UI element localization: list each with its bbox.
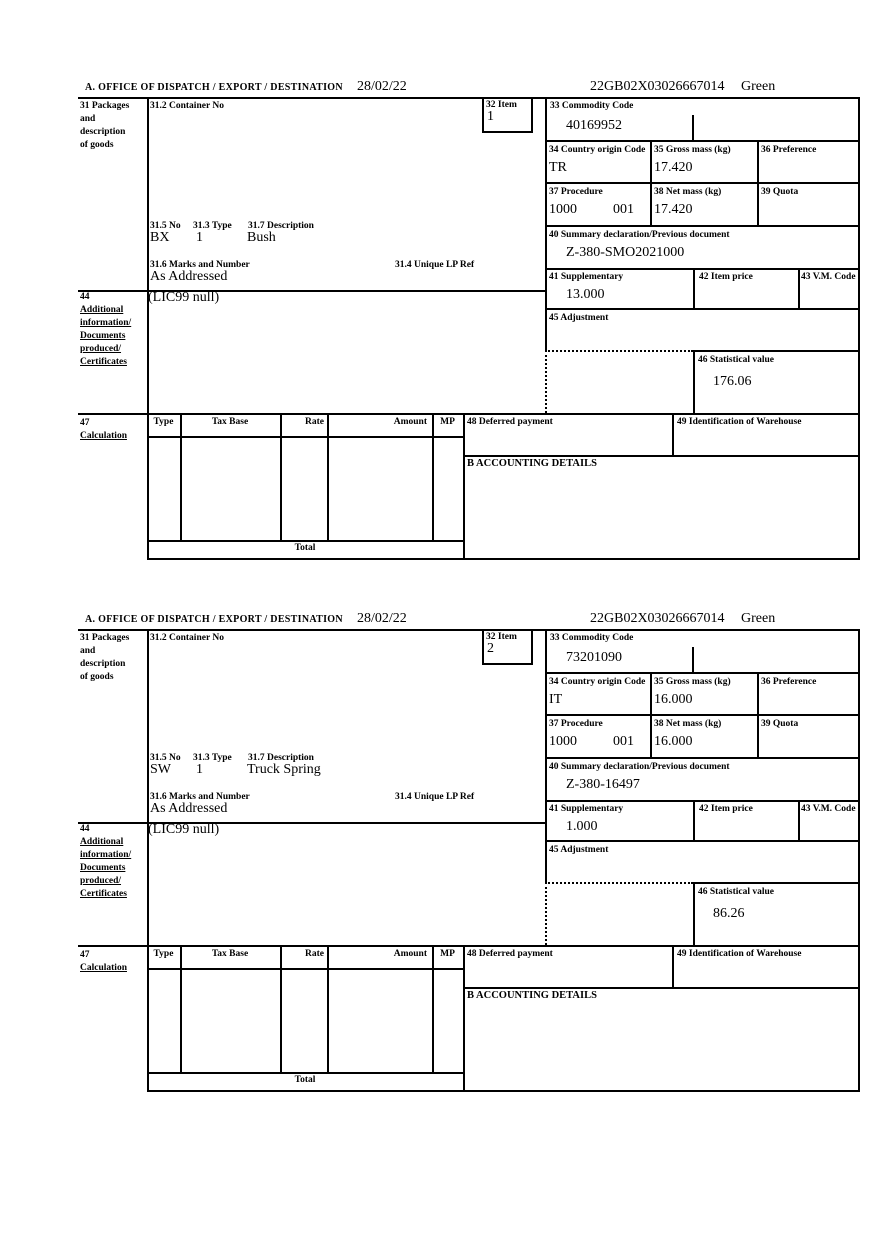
net-mass-label: 38 Net mass (kg) <box>654 187 722 197</box>
commodity-code-divider <box>692 115 694 140</box>
grid-line <box>858 629 860 1092</box>
package-no-label: 31.5 No <box>150 221 181 231</box>
office-of-dispatch-header: A. OFFICE OF DISPATCH / EXPORT / DESTINATION <box>85 614 343 625</box>
dotted-divider <box>545 350 693 352</box>
box31-label: of goods <box>80 672 114 682</box>
grid-line <box>147 968 465 970</box>
item-box-border <box>531 629 533 665</box>
box47-number: 47 <box>80 950 90 960</box>
marks-value: As Addressed <box>150 269 228 284</box>
origin-code-label: 34 Country origin Code <box>549 677 646 687</box>
grid-line <box>463 455 860 457</box>
adjustment-label: 45 Adjustment <box>549 845 609 855</box>
grid-line <box>147 97 149 560</box>
warehouse-label: 49 Identification of Warehouse <box>677 417 802 427</box>
preference-label: 36 Preference <box>761 145 817 155</box>
calc-col-rate: Rate <box>305 417 324 427</box>
adjustment-label: 45 Adjustment <box>549 313 609 323</box>
package-no-label: 31.5 No <box>150 753 181 763</box>
item-box-border <box>482 131 533 133</box>
grid-line <box>147 540 465 542</box>
additional-info-value: (LIC99 null) <box>148 290 220 305</box>
grid-line <box>78 97 860 99</box>
description-label: 31.7 Description <box>248 753 314 763</box>
dotted-divider <box>545 882 547 945</box>
grid-line <box>280 413 282 540</box>
entry-reference: 22GB02X03026667014 <box>590 611 725 626</box>
routing-status: Green <box>741 611 776 626</box>
item-box-border <box>531 97 533 133</box>
net-mass-value: 17.420 <box>654 202 693 217</box>
grid-line <box>545 268 860 270</box>
grid-line <box>693 800 695 842</box>
item-box-border <box>482 629 484 665</box>
grid-line <box>545 840 860 842</box>
origin-code-label: 34 Country origin Code <box>549 145 646 155</box>
item-box-border <box>482 97 484 133</box>
grid-line <box>798 268 800 310</box>
box47-number: 47 <box>80 418 90 428</box>
dispatch-date: 28/02/22 <box>357 79 407 94</box>
box44-label: Documents <box>80 863 126 873</box>
calc-col-tax-base: Tax Base <box>211 417 249 427</box>
box44-label: produced/ <box>80 876 122 886</box>
grid-line <box>545 757 860 759</box>
grid-line <box>463 945 465 1090</box>
grid-line <box>432 945 434 1072</box>
grid-line <box>147 629 149 1092</box>
box44-number: 44 <box>80 292 90 302</box>
item-number-label: 32 Item <box>486 100 517 110</box>
calc-col-type: Type <box>153 949 174 959</box>
office-of-dispatch-header: A. OFFICE OF DISPATCH / EXPORT / DESTINATION <box>85 82 343 93</box>
calc-col-mp: MP <box>440 949 455 959</box>
previous-document-value: Z-380-SMO2021000 <box>566 245 685 260</box>
box44-label: information/ <box>80 318 132 328</box>
origin-code-value: IT <box>549 692 563 707</box>
commodity-code-value: 73201090 <box>566 650 622 665</box>
grid-line <box>180 413 182 540</box>
grid-line <box>798 800 800 842</box>
grid-line <box>545 308 860 310</box>
grid-line <box>858 97 860 560</box>
statistical-value: 176.06 <box>713 374 752 389</box>
package-code-value: BX <box>150 230 170 245</box>
preference-label: 36 Preference <box>761 677 817 687</box>
box31-label: and <box>80 114 96 124</box>
gross-mass-label: 35 Gross mass (kg) <box>654 677 731 687</box>
goods-description-value: Bush <box>247 230 276 245</box>
gross-mass-label: 35 Gross mass (kg) <box>654 145 731 155</box>
grid-line <box>545 225 860 227</box>
container-no-label: 31.2 Container No <box>150 101 224 111</box>
grid-line <box>78 945 860 947</box>
grid-line <box>693 882 695 945</box>
marks-label: 31.6 Marks and Number <box>150 260 250 270</box>
procedure-value: 1000 <box>549 734 577 749</box>
grid-line <box>180 945 182 1072</box>
previous-document-label: 40 Summary declaration/Previous document <box>549 762 730 772</box>
marks-label: 31.6 Marks and Number <box>150 792 250 802</box>
deferred-payment-label: 48 Deferred payment <box>467 949 553 959</box>
grid-line <box>693 268 695 310</box>
grid-line <box>693 350 695 413</box>
box44-label: Certificates <box>80 357 127 367</box>
dotted-divider <box>545 882 693 884</box>
gross-mass-value: 17.420 <box>654 160 693 175</box>
grid-line <box>147 436 465 438</box>
grid-line <box>147 1072 465 1074</box>
description-label: 31.7 Description <box>248 221 314 231</box>
package-type-label: 31.3 Type <box>193 221 232 231</box>
commodity-code-label: 33 Commodity Code <box>550 101 634 111</box>
grid-line <box>672 413 674 455</box>
box31-label: description <box>80 659 126 669</box>
grid-line <box>757 672 759 759</box>
lp-ref-label: 31.4 Unique LP Ref <box>395 260 475 270</box>
package-code-value: SW <box>150 762 171 777</box>
package-count-value: 1 <box>196 762 203 777</box>
goods-description-value: Truck Spring <box>247 762 321 777</box>
grid-line <box>432 413 434 540</box>
procedure-label: 37 Procedure <box>549 719 603 729</box>
declaration-item-section <box>0 611 882 1093</box>
box44-label: Certificates <box>80 889 127 899</box>
grid-line <box>280 945 282 1072</box>
grid-line <box>545 672 860 674</box>
calc-col-amount: Amount <box>393 949 427 959</box>
grid-line <box>693 350 860 352</box>
accounting-details-label: B ACCOUNTING DETAILS <box>467 458 597 469</box>
grid-line <box>147 1090 860 1092</box>
box31-label: and <box>80 646 96 656</box>
box44-label: produced/ <box>80 344 122 354</box>
calc-col-rate: Rate <box>305 949 324 959</box>
box47-label: Calculation <box>80 963 127 973</box>
calc-col-amount: Amount <box>393 417 427 427</box>
procedure-label: 37 Procedure <box>549 187 603 197</box>
package-type-label: 31.3 Type <box>193 753 232 763</box>
box31-label: description <box>80 127 126 137</box>
declaration-item-section <box>0 79 882 561</box>
grid-line <box>545 182 860 184</box>
supplementary-value: 1.000 <box>566 819 598 834</box>
grid-line <box>327 413 329 540</box>
box31-label: of goods <box>80 140 114 150</box>
item-number-value: 2 <box>487 641 494 656</box>
statistical-value-label: 46 Statistical value <box>698 887 774 897</box>
grid-line <box>147 558 860 560</box>
box44-label: Additional <box>80 305 124 315</box>
grid-line <box>650 140 652 227</box>
total-label: Total <box>294 1075 316 1085</box>
dotted-divider <box>545 350 547 413</box>
supplementary-label: 41 Supplementary <box>549 272 624 282</box>
grid-line <box>463 987 860 989</box>
supplementary-label: 41 Supplementary <box>549 804 624 814</box>
previous-document-value: Z-380-16497 <box>566 777 640 792</box>
box44-label: Additional <box>80 837 124 847</box>
grid-line <box>327 945 329 1072</box>
package-count-value: 1 <box>196 230 203 245</box>
supplementary-value: 13.000 <box>566 287 605 302</box>
origin-code-value: TR <box>549 160 567 175</box>
grid-line <box>78 629 860 631</box>
lp-ref-label: 31.4 Unique LP Ref <box>395 792 475 802</box>
grid-line <box>545 140 860 142</box>
grid-line <box>545 714 860 716</box>
statistical-value: 86.26 <box>713 906 745 921</box>
procedure-value: 1000 <box>549 202 577 217</box>
grid-line <box>693 882 860 884</box>
item-box-border <box>482 663 533 665</box>
box44-label: information/ <box>80 850 132 860</box>
entry-reference: 22GB02X03026667014 <box>590 79 725 94</box>
net-mass-value: 16.000 <box>654 734 693 749</box>
procedure-extra-value: 001 <box>613 202 634 217</box>
vm-code-label: 43 V.M. Code <box>801 272 856 282</box>
grid-line <box>757 140 759 227</box>
quota-label: 39 Quota <box>761 719 799 729</box>
calc-col-tax-base: Tax Base <box>211 949 249 959</box>
grid-line <box>545 800 860 802</box>
box44-number: 44 <box>80 824 90 834</box>
net-mass-label: 38 Net mass (kg) <box>654 719 722 729</box>
deferred-payment-label: 48 Deferred payment <box>467 417 553 427</box>
grid-line <box>650 672 652 759</box>
calc-col-mp: MP <box>440 417 455 427</box>
grid-line <box>78 413 860 415</box>
marks-value: As Addressed <box>150 801 228 816</box>
accounting-details-label: B ACCOUNTING DETAILS <box>467 990 597 1001</box>
box31-label: 31 Packages <box>80 101 130 111</box>
box31-label: 31 Packages <box>80 633 130 643</box>
box47-label: Calculation <box>80 431 127 441</box>
item-number-value: 1 <box>487 109 494 124</box>
dispatch-date: 28/02/22 <box>357 611 407 626</box>
commodity-code-label: 33 Commodity Code <box>550 633 634 643</box>
grid-line <box>463 413 465 558</box>
additional-info-value: (LIC99 null) <box>148 822 220 837</box>
item-price-label: 42 Item price <box>699 804 753 814</box>
procedure-extra-value: 001 <box>613 734 634 749</box>
grid-line <box>672 945 674 987</box>
container-no-label: 31.2 Container No <box>150 633 224 643</box>
box44-label: Documents <box>80 331 126 341</box>
vm-code-label: 43 V.M. Code <box>801 804 856 814</box>
commodity-code-value: 40169952 <box>566 118 622 133</box>
total-label: Total <box>294 543 316 553</box>
warehouse-label: 49 Identification of Warehouse <box>677 949 802 959</box>
quota-label: 39 Quota <box>761 187 799 197</box>
item-price-label: 42 Item price <box>699 272 753 282</box>
statistical-value-label: 46 Statistical value <box>698 355 774 365</box>
gross-mass-value: 16.000 <box>654 692 693 707</box>
commodity-code-divider <box>692 647 694 672</box>
item-number-label: 32 Item <box>486 632 517 642</box>
calc-col-type: Type <box>153 417 174 427</box>
previous-document-label: 40 Summary declaration/Previous document <box>549 230 730 240</box>
routing-status: Green <box>741 79 776 94</box>
